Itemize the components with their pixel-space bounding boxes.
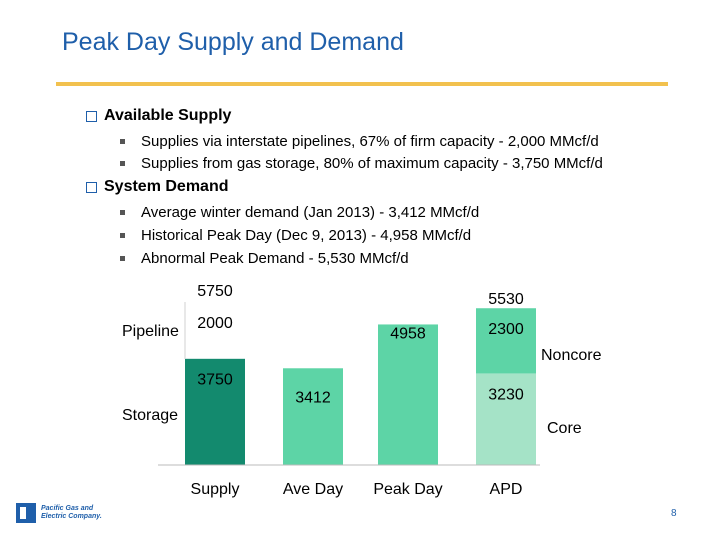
data-label: 3750: [197, 371, 233, 389]
data-label: 2300: [488, 321, 524, 339]
data-label: 4958: [390, 325, 426, 343]
category-label: APD: [489, 481, 523, 498]
bullet-text: Average winter demand (Jan 2013) - 3,412 MMcf/d: [141, 204, 480, 221]
series-label: Core: [547, 420, 582, 437]
category-label: Supply: [190, 481, 240, 498]
data-label: 3412: [295, 389, 331, 407]
bullet-text: Supplies from gas storage, 80% of maximum capacity - 3,750 MMcf/d: [141, 155, 603, 172]
section-heading: System Demand: [104, 178, 229, 195]
series-label: Pipeline: [122, 323, 179, 340]
logo-line: Pacific Gas and: [41, 505, 94, 512]
logo-mark-icon: [16, 503, 36, 523]
bullet-text: Historical Peak Day (Dec 9, 2013) - 4,958 MMcf/d: [141, 227, 472, 244]
total-label: 5530: [488, 291, 524, 308]
company-logo: [16, 503, 102, 523]
bar-segment: [378, 324, 438, 465]
page-number: 8: [671, 508, 677, 519]
data-label: 3230: [488, 386, 524, 404]
bar-segment: [283, 368, 343, 465]
category-label: Peak Day: [373, 481, 443, 498]
logo-line: Electric Company.: [41, 513, 102, 520]
data-label: 2000: [197, 315, 233, 332]
logo-text: [41, 505, 102, 521]
slide-title: Peak Day Supply and Demand: [62, 28, 404, 56]
bullet-text: Supplies via interstate pipelines, 67% of firm capacity - 2,000 MMcf/d: [141, 133, 599, 150]
section-heading: Available Supply: [104, 107, 232, 124]
category-label: Ave Day: [282, 481, 344, 498]
series-label: Storage: [122, 407, 179, 424]
series-label: Noncore: [541, 347, 602, 364]
bullet-text: Abnormal Peak Demand - 5,530 MMcf/d: [141, 250, 409, 267]
total-label: 5750: [197, 283, 233, 300]
bar-segment: [476, 308, 536, 373]
